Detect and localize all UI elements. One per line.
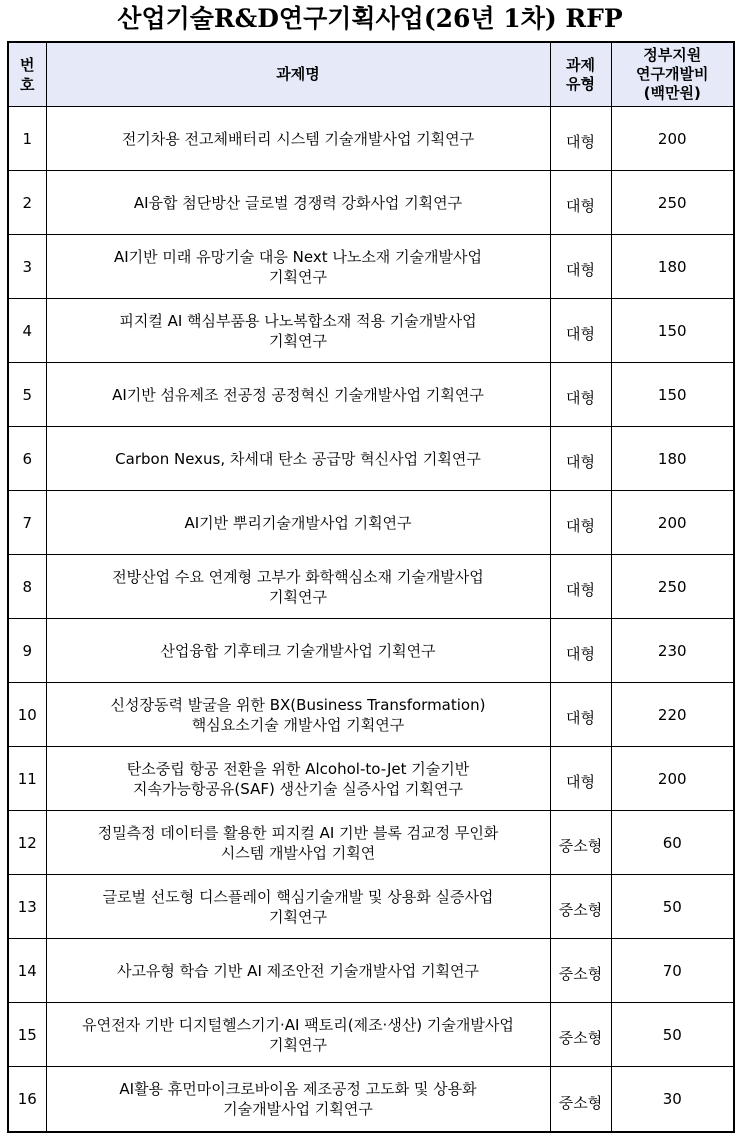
table-row (8, 363, 734, 427)
row-budget: 250 (611, 171, 734, 235)
table-row (8, 747, 734, 811)
row-number: 16 (8, 1067, 46, 1133)
row-project-type: 중소형 (550, 875, 611, 939)
row-project-name: Carbon Nexus, 차세대 탄소 공급망 혁신사업 기획연구 (46, 427, 550, 491)
row-number: 6 (8, 427, 46, 491)
row-number: 2 (8, 171, 46, 235)
row-budget: 50 (611, 1003, 734, 1067)
table-row (8, 299, 734, 363)
row-number: 8 (8, 555, 46, 619)
table-row (8, 875, 734, 939)
row-budget: 60 (611, 811, 734, 875)
row-project-name: 전기차용 전고체배터리 시스템 기술개발사업 기획연구 (46, 107, 550, 171)
row-project-type: 대형 (550, 363, 611, 427)
header-name: 과제명 (46, 42, 550, 107)
row-number: 4 (8, 299, 46, 363)
row-budget: 30 (611, 1067, 734, 1133)
table-row (8, 619, 734, 683)
table-row (8, 555, 734, 619)
row-budget: 250 (611, 555, 734, 619)
row-project-type: 대형 (550, 491, 611, 555)
row-budget: 70 (611, 939, 734, 1003)
row-number: 7 (8, 491, 46, 555)
row-project-type: 중소형 (550, 811, 611, 875)
row-project-type: 대형 (550, 747, 611, 811)
row-project-name: 탄소중립 항공 전환을 위한 Alcohol-to-Jet 기술기반 지속가능항공유(SAF) 생산기술 실증사업 기획연구 (46, 747, 550, 811)
header-budget: 정부지원 연구개발비 (백만원) (611, 42, 734, 107)
row-number: 10 (8, 683, 46, 747)
rfp-table (7, 41, 735, 1133)
table-row (8, 939, 734, 1003)
row-project-name: 글로벌 선도형 디스플레이 핵심기술개발 및 상용화 실증사업 기획연구 (46, 875, 550, 939)
row-budget: 50 (611, 875, 734, 939)
row-budget: 150 (611, 363, 734, 427)
table-row (8, 427, 734, 491)
row-budget: 230 (611, 619, 734, 683)
page-title: 산업기술R&D연구기획사업(26년 1차) RFP (117, 4, 623, 33)
row-project-name: AI기반 미래 유망기술 대응 Next 나노소재 기술개발사업 기획연구 (46, 235, 550, 299)
row-number: 9 (8, 619, 46, 683)
row-number: 11 (8, 747, 46, 811)
row-budget: 180 (611, 235, 734, 299)
table-row (8, 235, 734, 299)
row-project-type: 대형 (550, 171, 611, 235)
row-budget: 200 (611, 747, 734, 811)
row-number: 12 (8, 811, 46, 875)
row-project-name: 유연전자 기반 디지털헬스기기·AI 팩토리(제조·생산) 기술개발사업 기획연구 (46, 1003, 550, 1067)
row-budget: 200 (611, 491, 734, 555)
table-header-row (8, 42, 734, 107)
table-row (8, 491, 734, 555)
table-row (8, 683, 734, 747)
row-project-name: AI기반 뿌리기술개발사업 기획연구 (46, 491, 550, 555)
row-number: 13 (8, 875, 46, 939)
row-number: 1 (8, 107, 46, 171)
row-budget: 220 (611, 683, 734, 747)
row-number: 15 (8, 1003, 46, 1067)
row-project-type: 대형 (550, 619, 611, 683)
row-project-type: 중소형 (550, 1003, 611, 1067)
table-row (8, 1003, 734, 1067)
table-row (8, 107, 734, 171)
row-project-name: AI융합 첨단방산 글로벌 경쟁력 강화사업 기획연구 (46, 171, 550, 235)
table-row (8, 1067, 734, 1133)
header-number: 번 호 (8, 42, 46, 107)
row-project-name: 정밀측정 데이터를 활용한 피지컬 AI 기반 블록 검교정 무인화 시스템 개발사업 기획연 (46, 811, 550, 875)
table-row (8, 171, 734, 235)
row-project-name: AI기반 섬유제조 전공정 공정혁신 기술개발사업 기획연구 (46, 363, 550, 427)
row-budget: 180 (611, 427, 734, 491)
row-project-name: 신성장동력 발굴을 위한 BX(Business Transformation) 핵심요소기술 개발사업 기획연구 (46, 683, 550, 747)
row-project-type: 중소형 (550, 1067, 611, 1133)
row-number: 14 (8, 939, 46, 1003)
header-type: 과제 유형 (550, 42, 611, 107)
row-project-type: 대형 (550, 299, 611, 363)
row-budget: 200 (611, 107, 734, 171)
row-project-type: 대형 (550, 555, 611, 619)
row-project-type: 대형 (550, 235, 611, 299)
row-project-type: 대형 (550, 107, 611, 171)
row-project-name: 전방산업 수요 연계형 고부가 화학핵심소재 기술개발사업 기획연구 (46, 555, 550, 619)
row-project-type: 중소형 (550, 939, 611, 1003)
row-number: 5 (8, 363, 46, 427)
row-project-name: 사고유형 학습 기반 AI 제조안전 기술개발사업 기획연구 (46, 939, 550, 1003)
row-number: 3 (8, 235, 46, 299)
row-budget: 150 (611, 299, 734, 363)
table-row (8, 811, 734, 875)
row-project-type: 대형 (550, 683, 611, 747)
row-project-name: 산업융합 기후테크 기술개발사업 기획연구 (46, 619, 550, 683)
row-project-type: 대형 (550, 427, 611, 491)
row-project-name: 피지컬 AI 핵심부품용 나노복합소재 적용 기술개발사업 기획연구 (46, 299, 550, 363)
row-project-name: AI활용 휴먼마이크로바이옴 제조공정 고도화 및 상용화 기술개발사업 기획연구 (46, 1067, 550, 1133)
